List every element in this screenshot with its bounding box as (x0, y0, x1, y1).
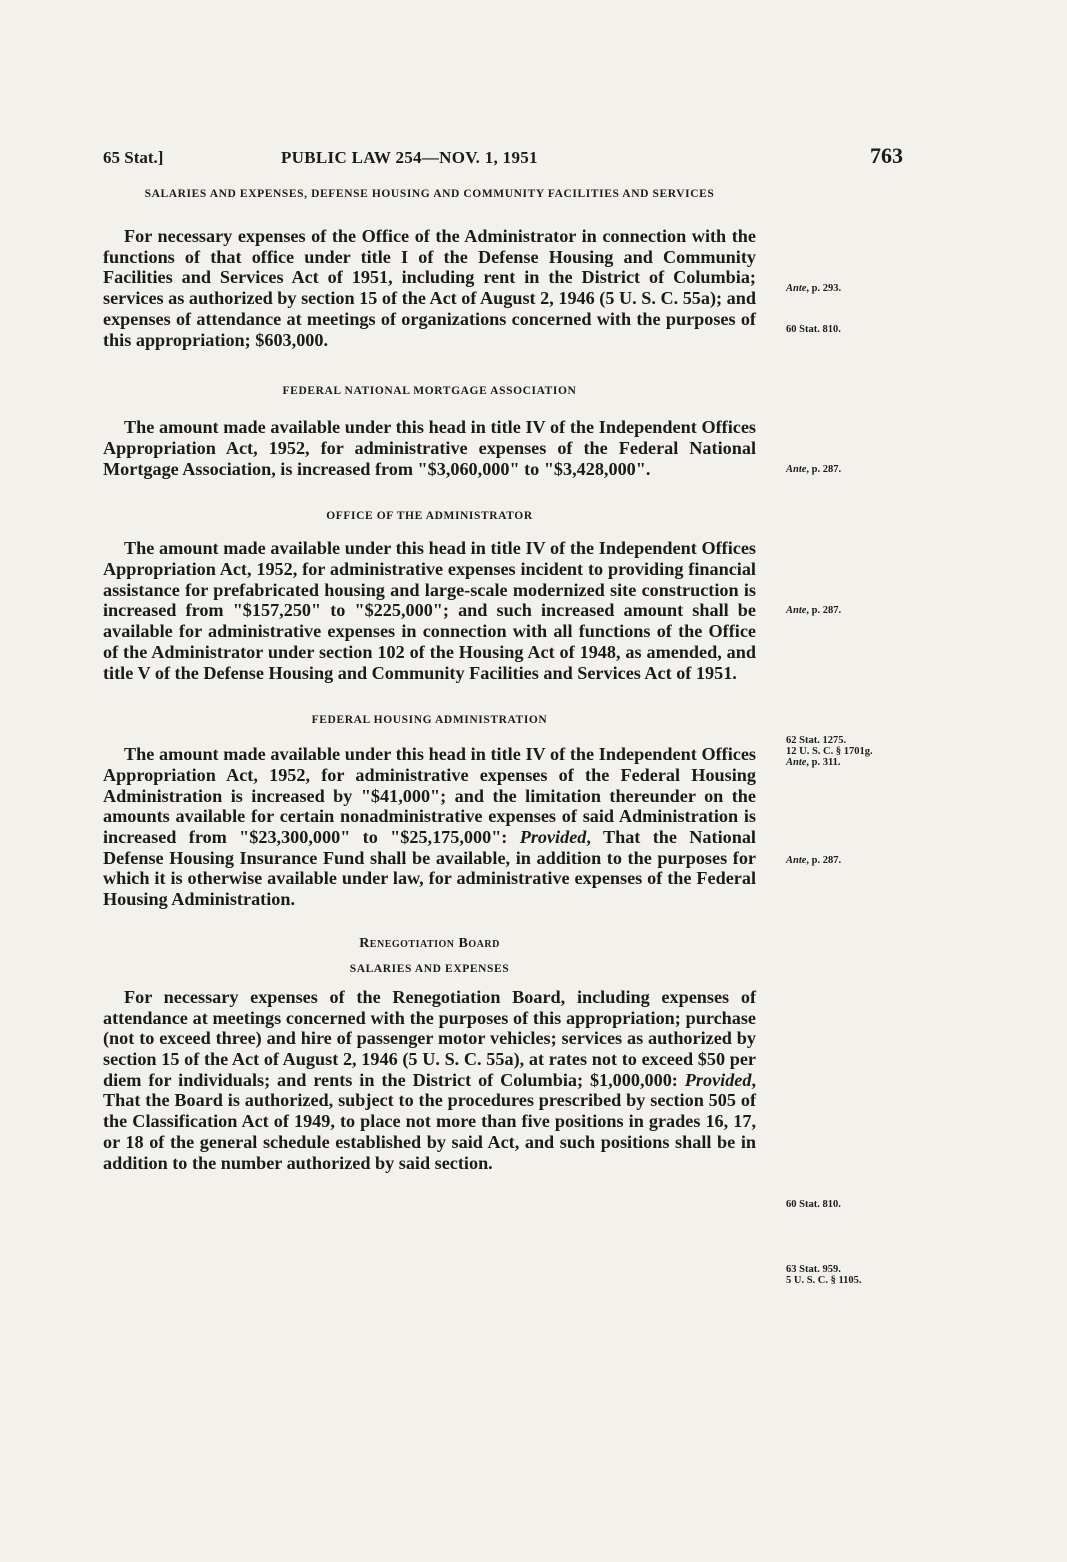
paragraph-text: , That the National Defense Housing Insurance Fund shall be available, in addition to the purposes for which it is otherwise available under law, for administrative expenses of the Federal Housing Administration. (103, 827, 756, 910)
section-heading: FEDERAL HOUSING ADMINISTRATION (311, 714, 548, 727)
margin-note-60-stat-810: 60 Stat. 810. (786, 1199, 841, 1210)
margin-note-63-stat-959: 63 Stat. 959. 5 U. S. C. § 1105. (786, 1264, 862, 1286)
section-paragraph: The amount made available under this head in title IV of the Independent Offices Appropriation Act, 1952, for administrative expenses of the Federal National Mortgage Association, is increased from "$3,060,000" to "$3,428,000". (103, 417, 756, 479)
section-paragraph (103, 744, 756, 910)
section-renegotiation-board (103, 934, 756, 1173)
paragraph-text: The amount made available under this head in title IV of the Independent Offices Appropriation Act, 1952, for administrative expenses of the Federal Housing Administration is increased by "$41,000"; and the limitation thereunder on the amounts available for certain nonadministrative expenses of said Administration is increased from "$23,300,000" to "$25,175,000": (103, 744, 756, 848)
running-head (103, 143, 903, 173)
section-paragraph: For necessary expenses of the Office of the Administrator in connection with the functions of that office under title I of the Defense Housing and Community Facilities and Services Act of 1951, including rent in the District of Columbia; services as authorized by section 15 of the Act of August 2, 1946 (5 U. S. C. 55a); and expenses of attendance at meetings of organizations concerned with the purposes of this appropriation; $603,000. (103, 226, 756, 350)
section-heading: SALARIES AND EXPENSES, DEFENSE HOUSING AND COMMUNITY FACILITIES AND SERVICES (144, 188, 715, 200)
section-fnma (103, 382, 756, 479)
section-office-administrator (103, 507, 756, 683)
margin-note-60-stat-810: 60 Stat. 810. (786, 324, 841, 335)
page-number: 763 (870, 143, 903, 168)
margin-note-ante-287: Ante, p. 287. (786, 855, 842, 866)
paragraph-text: , That the Board is authorized, subject to the procedures prescribed by section 505 of the Classification Act of 1949, to place not more than five positions in grades 16, 17, or 18 of the general schedule established by said Act, and such positions shall be in addition to the number authorized by said section. (103, 1069, 756, 1173)
section-paragraph (103, 987, 756, 1173)
proviso-italic: Provided (519, 827, 587, 848)
paragraph-text: For necessary expenses of the Renegotiation Board, including expenses of attendance at meetings concerned with the purposes of this appropriation; purchase (not to exceed three) and hire of passenger motor vehicles; services as authorized by section 15 of the Act of August 2, 1946 (5 U. S. C. 55a), at rates not to exceed $50 per diem for individuals; and rents in the District of Columbia; $1,000,000: (103, 986, 756, 1090)
section-heading: OFFICE OF THE ADMINISTRATOR (326, 510, 533, 523)
margin-note-ante-287: Ante, p. 287. (786, 605, 842, 616)
section-paragraph: The amount made available under this head in title IV of the Independent Offices Appropriation Act, 1952, for administrative expenses incident to providing financial assistance for prefabricated housing and large-scale modernized site construction is increased from "$157,250" to "$225,000"; and such increased amount shall be available for administrative expenses in connection with all functions of the Office of the Administrator under section 102 of the Housing Act of 1948, as amended, and title V of the Defense Housing and Community Facilities and Services Act of 1951. (103, 538, 756, 683)
body-column (103, 185, 756, 1173)
statute-reference: 65 Stat.] (103, 148, 164, 167)
margin-note-62-stat-1275: 62 Stat. 1275. 12 U. S. C. § 1701g. Ante, p. 311. (786, 735, 873, 768)
section-heading: SALARIES AND EXPENSES (349, 962, 510, 975)
section-fha (103, 711, 756, 910)
running-title: PUBLIC LAW 254—NOV. 1, 1951 (281, 148, 538, 167)
section-heading: FEDERAL NATIONAL MORTGAGE ASSOCIATION (282, 385, 577, 398)
margin-note-ante-287: Ante, p. 287. (786, 464, 842, 475)
agency-heading: Renegotiation Board (359, 935, 500, 951)
margin-note-ante-293: Ante, p. 293. (786, 283, 842, 294)
proviso-italic: Provided (684, 1069, 752, 1090)
section-defense-housing (103, 185, 756, 350)
